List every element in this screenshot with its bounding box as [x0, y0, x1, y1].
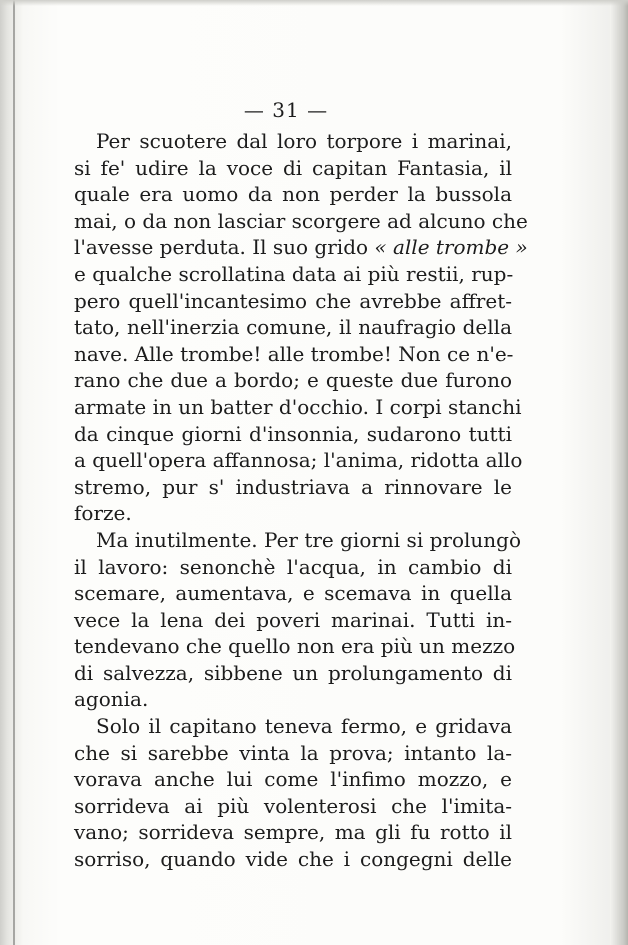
text-line: l'avesse perduta. Il suo grido « alle trombe » [74, 235, 528, 260]
text-line: armate in un batter d'occhio. I corpi stanchi [74, 394, 522, 419]
text-line: il lavoro: senonchè l'acqua, in cambio di [74, 554, 512, 579]
text-line: e qualche scrollatina data ai più restii, rup- [74, 261, 514, 286]
page-number: — 31 — [243, 98, 329, 122]
page-top-edge [0, 0, 628, 6]
text-line: quale era uomo da non perder la bussola [74, 182, 512, 207]
text-line: nave. Alle trombe! alle trombe! Non ce n'e- [74, 341, 514, 366]
text-line: tendevano che quello non era più un mezzo [74, 634, 516, 659]
text-line: si fe' udire la voce di capitan Fantasia, il [74, 155, 512, 180]
text-line: vece la lena dei poveri marinai. Tutti in- [74, 607, 512, 632]
text-line: agonia. [74, 687, 149, 712]
text-line: rano che due a bordo; e queste due furono [74, 368, 512, 393]
text-line: Solo il capitano teneva fermo, e gridava [96, 714, 512, 739]
text-line: Per scuotere dal loro torpore i marinai, [96, 129, 512, 153]
page-binding-edge [0, 0, 22, 945]
text-line: vorava anche lui come l'infimo mozzo, e [74, 767, 512, 792]
text-line: mai, o da non lasciar scorgere ad alcuno che [74, 208, 528, 233]
page-right-edge [610, 0, 628, 945]
text-line: forze. [74, 501, 132, 526]
text-line: sorriso, quando vide che i congegni delle [74, 847, 512, 872]
page-body-text [74, 128, 528, 873]
text-line: che si sarebbe vinta la prova; intanto la- [74, 740, 512, 765]
text-line: a quell'opera affannosa; l'anima, ridotta allo [74, 448, 523, 473]
text-line: pero quell'incantesimo che avrebbe affret- [74, 288, 512, 313]
text-line: Ma inutilmente. Per tre giorni si prolungò [96, 527, 521, 552]
text-line: sorrideva ai più volenterosi che l'imita- [74, 793, 512, 818]
italic-phrase: « alle trombe » [374, 235, 528, 260]
text-line: di salvezza, sibbene un prolungamento di [74, 660, 512, 685]
text-line: scemare, aumentava, e scemava in quella [74, 581, 512, 606]
text-line: tato, nell'inerzia comune, il naufragio della [74, 315, 512, 340]
text-line: da cinque giorni d'insonnia, sudarono tutti [74, 421, 512, 446]
text-line: stremo, pur s' industriava a rinnovare le [74, 474, 512, 499]
text-line: vano; sorrideva sempre, ma gli fu rotto il [74, 820, 512, 845]
